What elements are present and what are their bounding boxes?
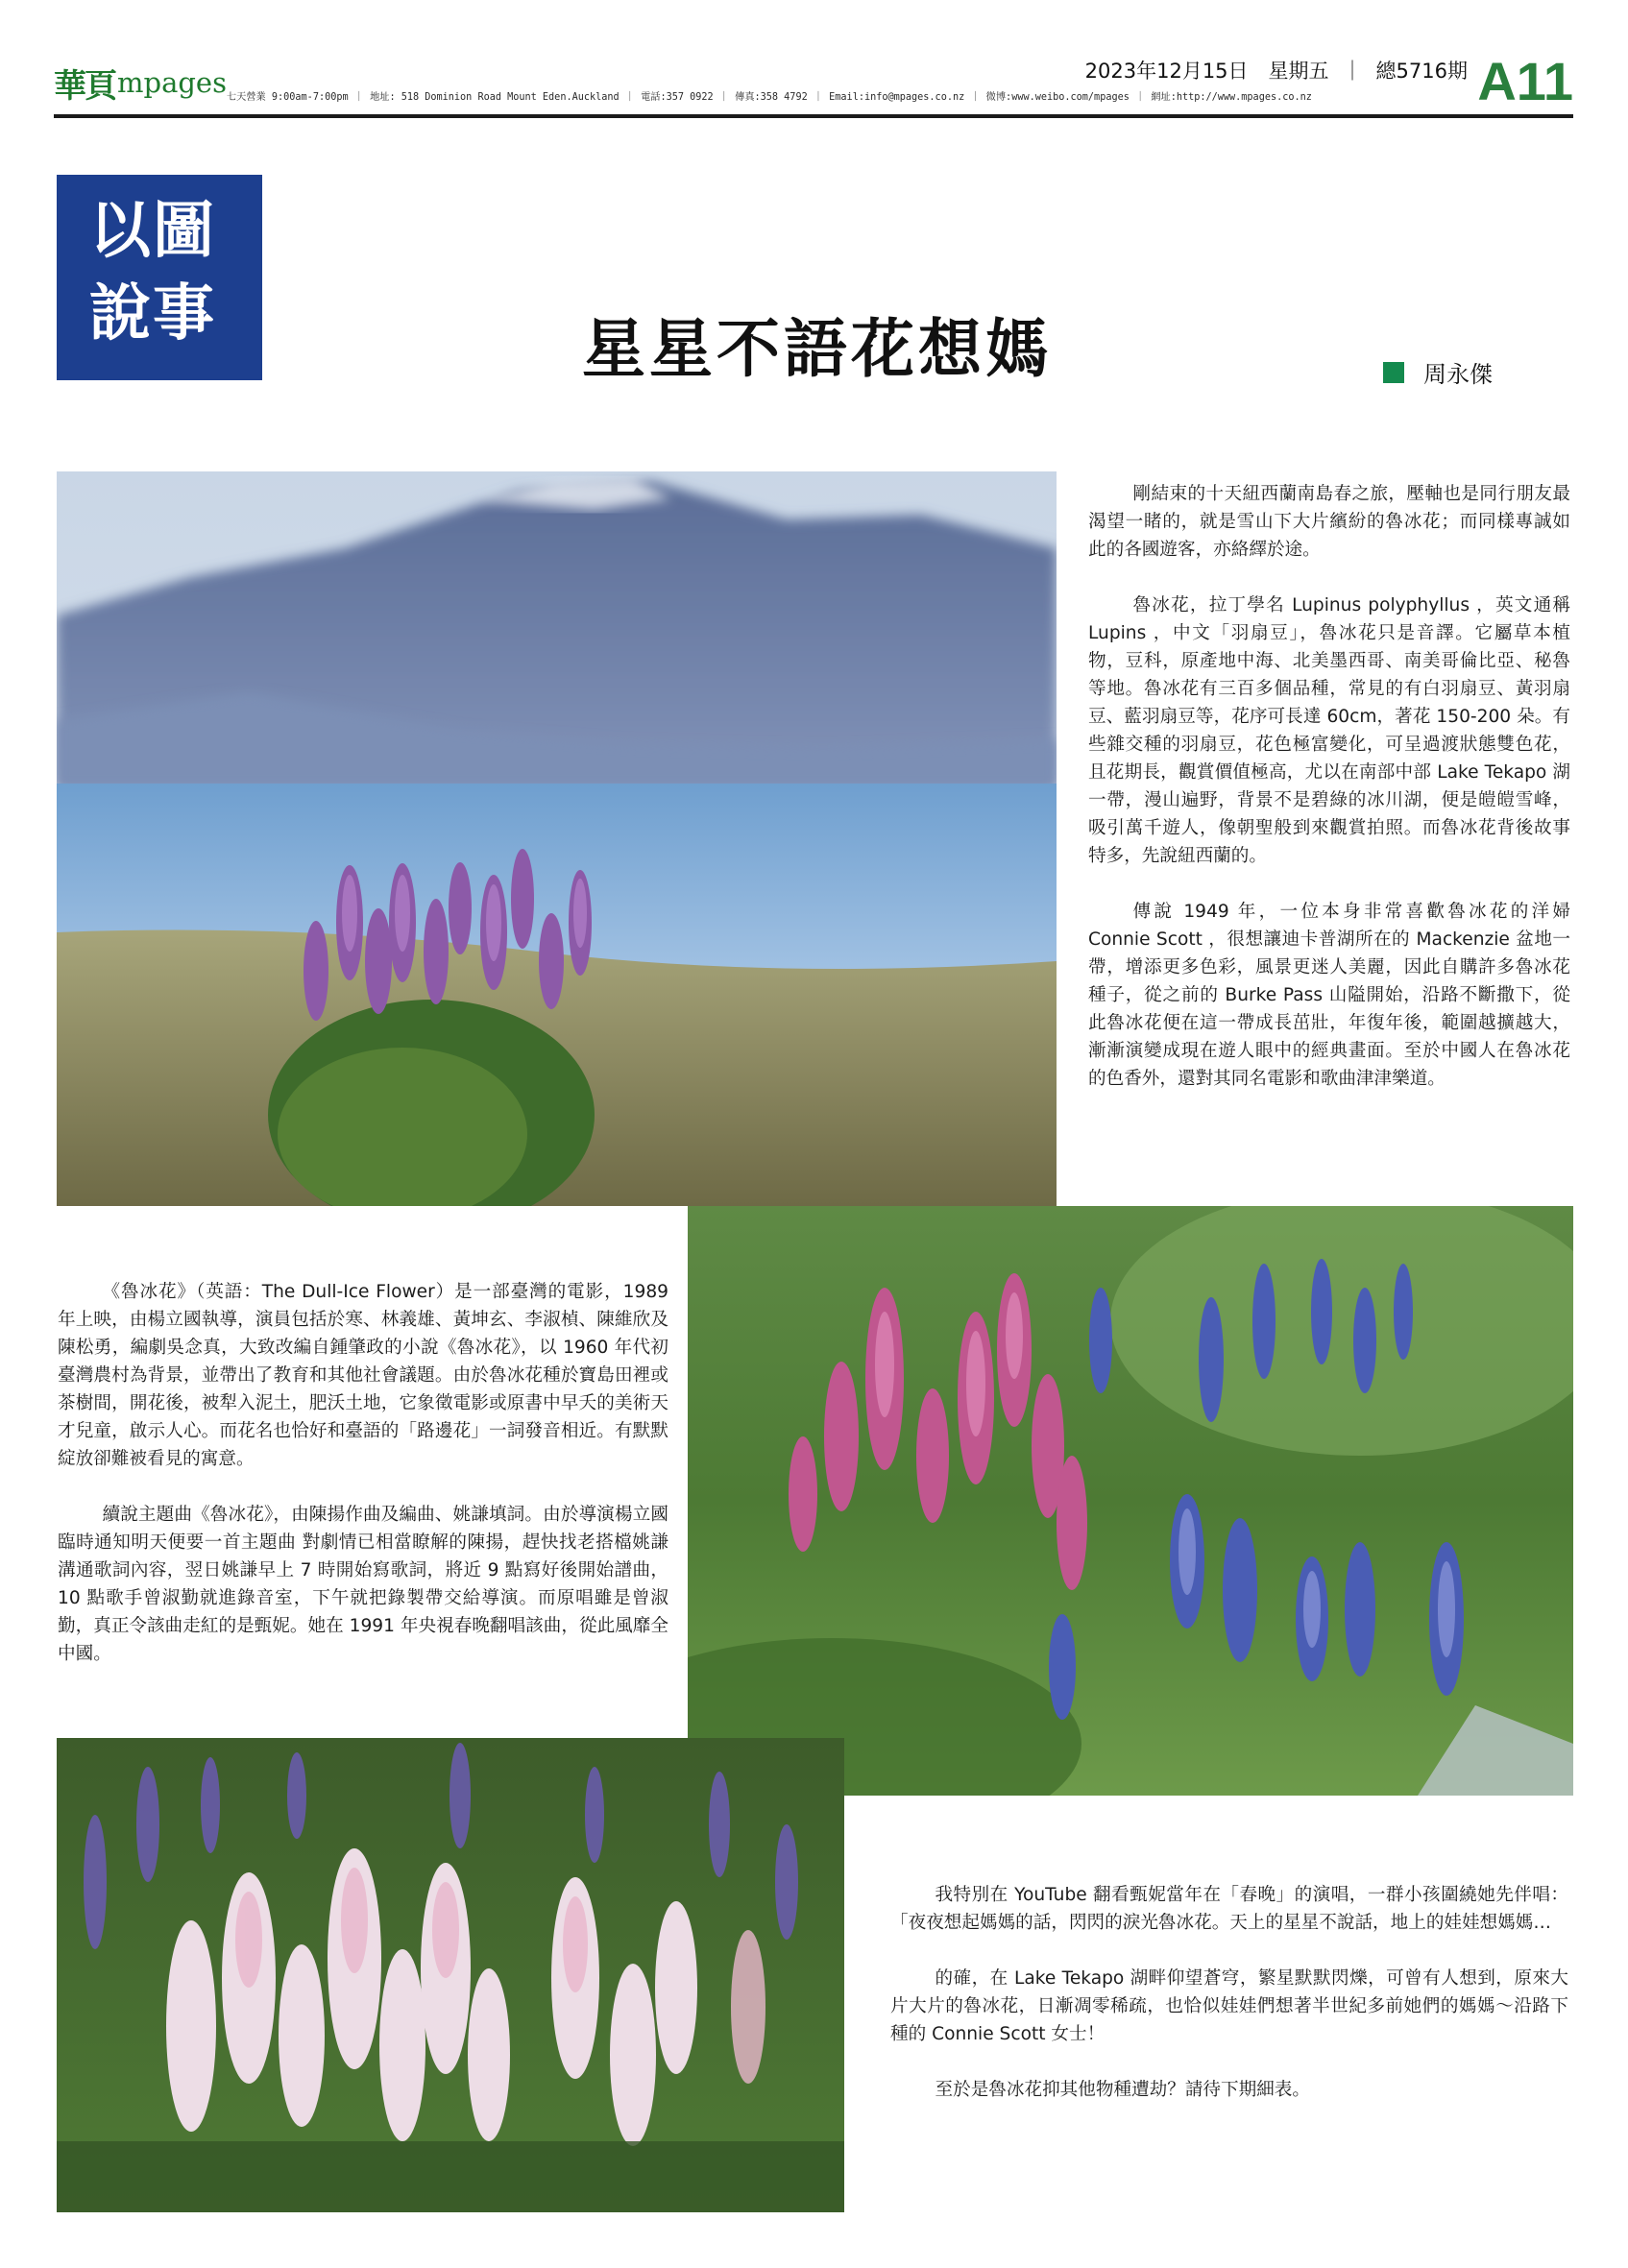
lake-tekapo-lupin-image [57, 471, 1057, 1206]
paragraph: 的確，在 Lake Tekapo 湖畔仰望蒼穹，繁星默默閃爍，可曾有人想到，原來大片大片的魯冰花，日漸凋零稀疏，也恰似娃娃們想著半世紀多前她們的媽媽～沿路下種的 Connie Scott 女士！ [890, 1968, 1568, 2044]
paragraph: 《魯冰花》（英語：The Dull-Ice Flower）是一部臺灣的電影，1989 年上映，由楊立國執導，演員包括於寒、林義雄、黃坤玄、李淑楨、陳維欣及陳松勇，編劇吳念真，大致改編自鍾肇政的小說《魯冰花》，以 1960 年代初臺灣農村為背景，並帶出了教育和其他社會議題。由於魯冰花種於寶島田裡或茶樹間，開花後，被犁入泥土，肥沃土地，它象徵電影或原書中早夭的美術天才兒童，啟示人心。而花名也恰好和臺語的「路邊花」一詞發音相近。有默默綻放卻難被看見的寓意。 [58, 1282, 668, 1469]
contact-info-line: 七天營業 9:00am-7:00pm ｜ 地址: 518 Dominion Road Mount Eden.Auckland ｜ 電話:357 0922 ｜ 傳真:358 4792 ｜ Email:info@mpages.co.nz ｜ 微博:www.weibo.com/mpages ｜ 網址:http://www.mpages.co.nz [227, 92, 1312, 103]
masthead-rule [54, 114, 1573, 118]
article-body-right [1088, 480, 1570, 1093]
article-title: 星星不語花想媽 [582, 311, 1053, 386]
logo-mpages-text: mpages [117, 66, 227, 99]
logo-hua-text: 華頁 [54, 66, 115, 106]
paragraph: 續說主題曲《魯冰花》，由陳揚作曲及編曲、姚謙填詞。由於導演楊立國臨時通知明天便要一首主題曲 對劇情已相當瞭解的陳揚，趕快找老搭檔姚謙溝通歌詞內容，翌日姚謙早上 7 時開始寫歌詞，將近 9 點寫好後開始譜曲，10 點歌手曾淑勤就進錄音室，下午就把錄製帶交給導演。而原唱雖是曾淑勤，真正令該曲走紅的是甄妮。她在 1991 年央視春晚翻唱該曲，從此風靡全中國。 [58, 1505, 668, 1664]
masthead [54, 52, 1573, 115]
issue-date-line [1085, 56, 1468, 84]
pink-blue-lupin-meadow-photo [688, 1206, 1573, 1796]
paragraph: 至於是魯冰花抑其他物種遭劫？請待下期細表。 [935, 2080, 1310, 2100]
date-separator: ｜ [1342, 60, 1363, 83]
white-pink-lupin-image [57, 1738, 844, 2212]
paragraph: 魯冰花，拉丁學名 Lupinus polyphyllus ，英文通稱 Lupins ，中文「羽扇豆」，魯冰花只是音譯。它屬草本植物，豆科，原產地中海、北美墨西哥、南美哥倫比亞、秘魯等地。魯冰花有三百多個品種，常見的有白羽扇豆、黃羽扇豆、藍羽扇豆等，花序可長達 60cm，著花 150-200 朵。有些雜交種的羽扇豆，花色極富變化，可呈過渡狀態雙色花，且花期長，觀賞價值極高，尤以在南部中部 Lake Tekapo 湖一帶，漫山遍野，背景不是碧綠的冰川湖，便是皚皚雪峰，吸引萬千遊人，像朝聖般到來觀賞拍照。而魯冰花背後故事特多，先說紐西蘭的。 [1088, 595, 1570, 866]
article-body-bottom [890, 1881, 1568, 2104]
paragraph: 我特別在 YouTube 翻看甄妮當年在「春晚」的演唱，一群小孩圍繞她先伴唱：「夜夜想起媽媽的話，閃閃的淚光魯冰花。天上的星星不說話，地上的娃娃想媽媽… [890, 1885, 1568, 1933]
column-badge [57, 175, 262, 380]
byline [1383, 355, 1493, 389]
author-name: 周永傑 [1423, 361, 1493, 388]
column-badge-line1: 以圖 [89, 196, 216, 267]
mpages-logo [54, 61, 227, 104]
white-pink-lupin-photo [57, 1738, 844, 2212]
article-body-left [58, 1278, 668, 1668]
pink-blue-lupin-meadow-image [688, 1206, 1573, 1796]
lake-tekapo-lupin-photo [57, 471, 1057, 1206]
issue-date: 2023年12月15日 星期五 [1084, 60, 1329, 83]
page-number: A11 [1477, 51, 1573, 111]
byline-marker [1383, 362, 1404, 383]
issue-number: 總5716期 [1375, 60, 1468, 83]
paragraph: 傳說 1949 年，一位本身非常喜歡魯冰花的洋婦 Connie Scott ，很想讓迪卡普湖所在的 Mackenzie 盆地一帶，增添更多色彩，風景更迷人美麗，因此自購許多魯冰花種子，從之前的 Burke Pass 山隘開始，沿路不斷撒下，從此魯冰花便在這一帶成長茁壯，年復年後，範圍越擴越大，漸漸演變成現在遊人眼中的經典畫面。至於中國人在魯冰花的色香外，還對其同名電影和歌曲津津樂道。 [1088, 902, 1570, 1089]
paragraph: 剛結束的十天紐西蘭南島春之旅，壓軸也是同行朋友最渴望一睹的，就是雪山下大片繽紛的魯冰花；而同樣專誠如此的各國遊客，亦絡繹於途。 [1088, 484, 1570, 560]
column-badge-line2: 說事 [89, 278, 216, 350]
